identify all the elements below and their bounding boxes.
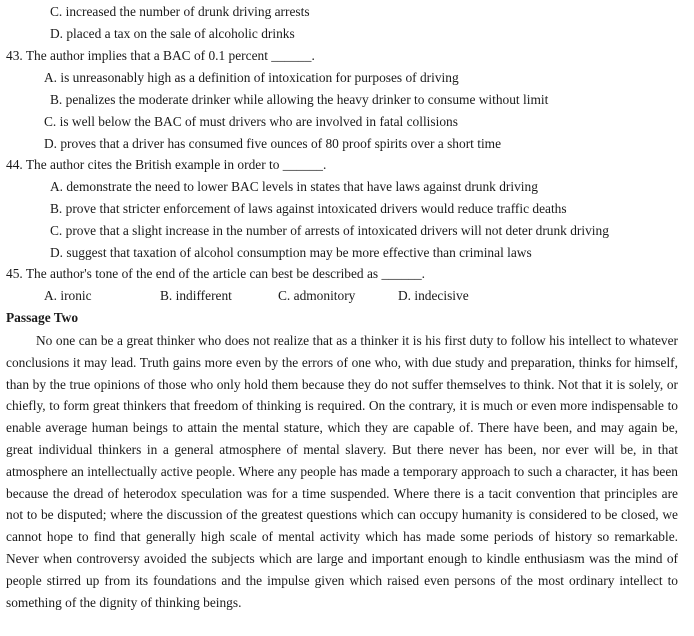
passage-title: Passage Two [6, 310, 79, 325]
q44-stem: 44. The author cites the British example in order to ______. [6, 157, 327, 172]
q45-stem: 45. The author's tone of the end of the article can best be described as ______. [6, 266, 425, 281]
q43-option-d: D. proves that a driver has consumed five ounces of 80 proof spirits over a short time [44, 136, 502, 151]
q44-option-d: D. suggest that taxation of alcohol consumption may be more effective than criminal laws [50, 245, 532, 260]
q45-option-d: D. indecisive [398, 288, 469, 303]
q43-option-b: B. penalizes the moderate drinker while allowing the heavy drinker to consume without limit [50, 92, 549, 107]
q43-stem: 43. The author implies that a BAC of 0.1 percent ______. [6, 48, 315, 63]
q43-option-a: A. is unreasonably high as a definition of intoxication for purposes of driving [44, 70, 459, 85]
q44-option-a: A. demonstrate the need to lower BAC levels in states that have laws against drunk driving [50, 179, 538, 194]
q44-option-c: C. prove that a slight increase in the number of arrests of intoxicated drivers will not deter drunk driving [50, 223, 609, 238]
q43-option-c: C. is well below the BAC of must drivers who are involved in fatal collisions [44, 114, 458, 129]
q45-option-a: A. ironic [44, 288, 92, 303]
q45-option-c: C. admonitory [278, 288, 356, 303]
passage-paragraph: No one can be a great thinker who does not realize that as a thinker it is his first duty to follow his intellect to whatever conclusions it may lead. Truth gains more even by the errors of one who, with due study and preparation, thinks for himself, than by the true opinions of those who only hold them because they do not suffer themselves to think. Not that it is solely, or chiefly, to form great thinkers that freedom of thinking is required. On the contrary, it is much or even more indispensable to enable average human beings to attain the mental stature, which they are capable of. There have been, and may again be, great individual thinkers in a general atmosphere of mental slavery. But there never has been, nor ever will be, in that atmosphere an intellectually active people. Where any people has made a temporary approach to such a character, it has been because the dread of heterodox speculation was for a time suspended. Where there is a tacit convention that principles are not to be disputed; where the discussion of the greatest questions which can occupy humanity is considered to be closed, we cannot hope to find that generally high scale of mental activity which has made some periods of history so remarkable. Never when controversy avoided the subjects which are large and important enough to kindle enthusiasm was the mind of people stirred up from its foundations and the impulse given which raised even persons of the most ordinary intellect to something of the dignity of thinking beings. [6, 333, 678, 610]
q45-option-b: B. indifferent [160, 288, 232, 303]
q44-option-b: B. prove that stricter enforcement of laws against intoxicated drivers would reduce traffic deaths [50, 201, 567, 216]
q42-option-c: C. increased the number of drunk driving arrests [50, 4, 310, 19]
q42-option-d: D. placed a tax on the sale of alcoholic drinks [50, 26, 295, 41]
